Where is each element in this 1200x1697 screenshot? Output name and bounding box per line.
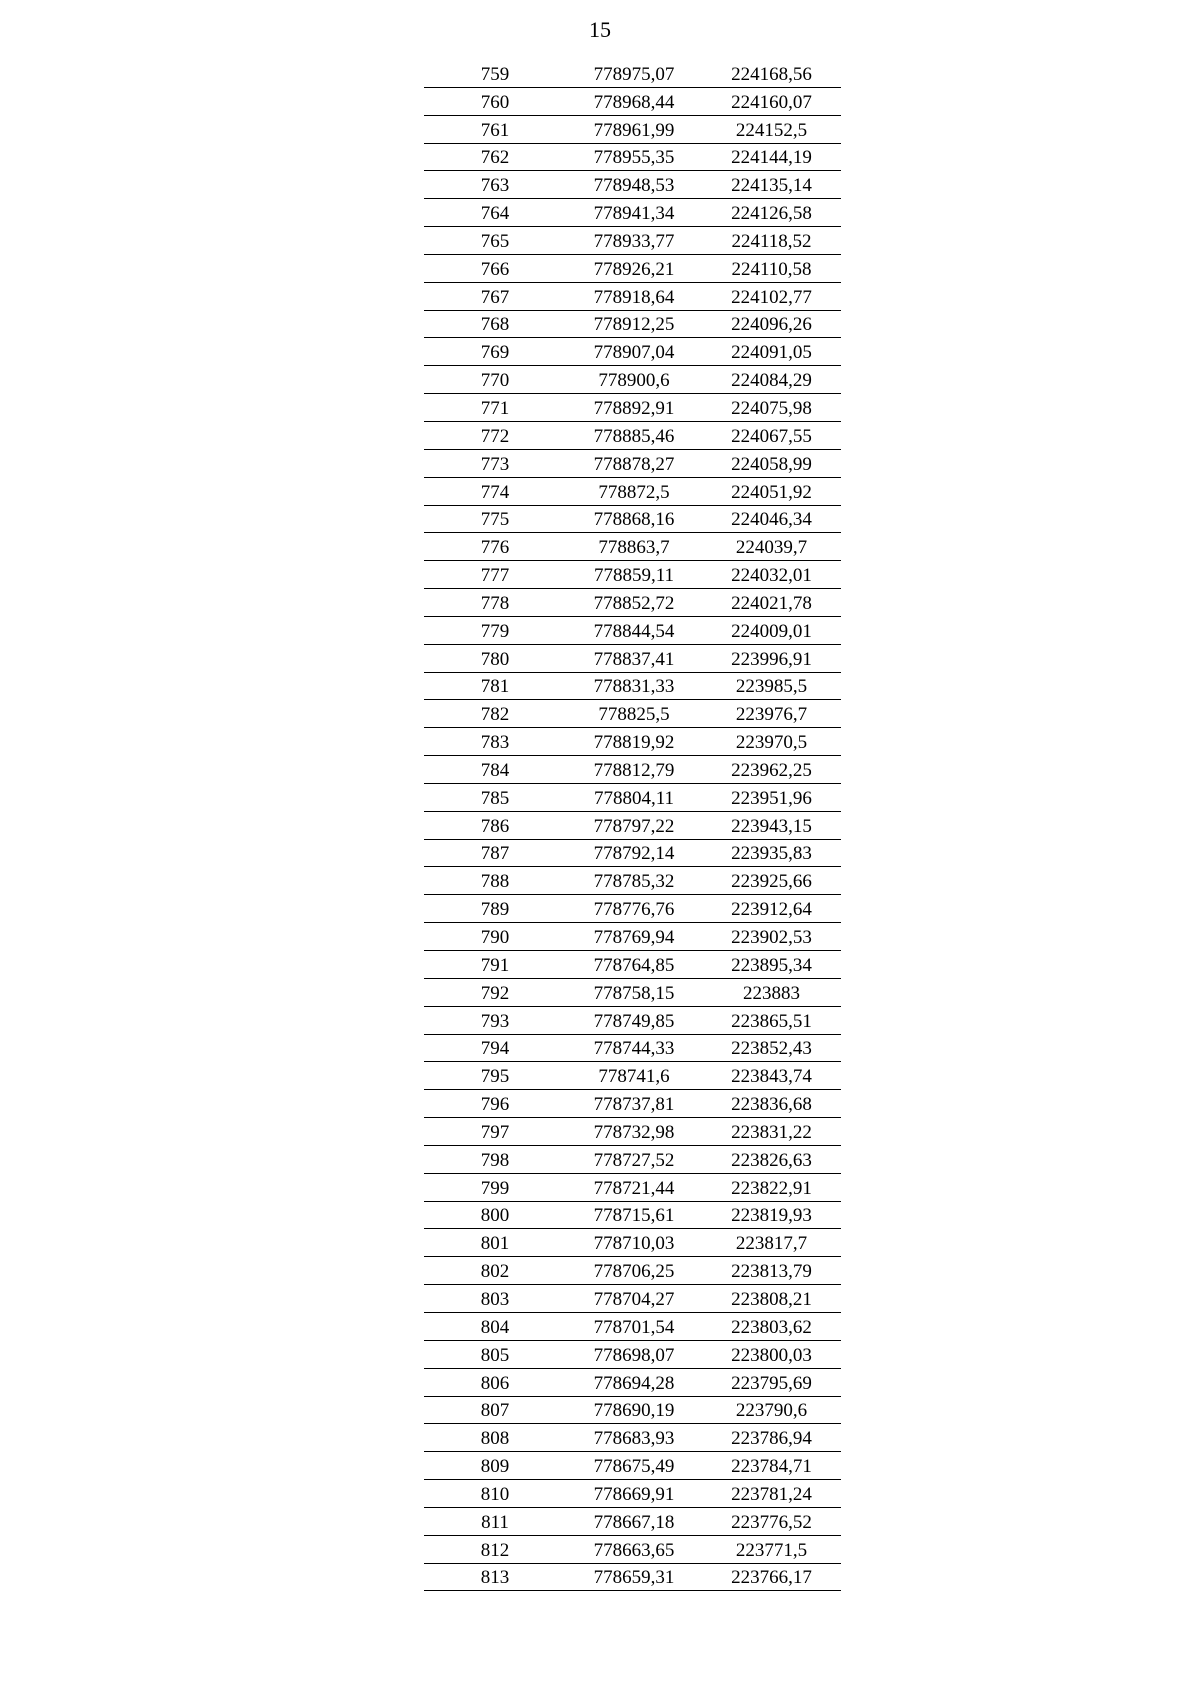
y-coordinate-cell: 224021,78 bbox=[731, 592, 812, 614]
y-coordinate-cell: 223776,52 bbox=[731, 1511, 812, 1533]
y-coordinate-cell: 223902,53 bbox=[731, 927, 812, 948]
x-coordinate-cell: 778844,54 bbox=[593, 620, 675, 642]
y-coordinate-cell: 223925,66 bbox=[731, 871, 812, 893]
x-coordinate-cell: 778900,6 bbox=[598, 370, 670, 392]
y-coordinate-cell: 223852,43 bbox=[731, 1038, 812, 1060]
x-coordinate-cell: 778852,72 bbox=[593, 592, 675, 614]
point-number-cell: 800 bbox=[480, 1205, 510, 1227]
x-coordinate-cell: 778737,81 bbox=[593, 1094, 675, 1116]
table-row bbox=[424, 784, 841, 812]
y-coordinate-cell: 223771,5 bbox=[735, 1539, 808, 1561]
table-row bbox=[424, 728, 841, 756]
table-row bbox=[424, 1564, 841, 1592]
point-number-cell: 780 bbox=[480, 648, 510, 670]
y-coordinate-cell: 224118,52 bbox=[731, 230, 812, 252]
x-coordinate-cell: 778698,07 bbox=[593, 1344, 675, 1366]
point-number-cell: 773 bbox=[480, 453, 510, 475]
x-coordinate-cell: 778749,85 bbox=[593, 1010, 675, 1032]
x-coordinate-cell: 778769,94 bbox=[593, 927, 675, 948]
x-coordinate-cell: 778812,79 bbox=[593, 759, 675, 781]
point-number-cell: 789 bbox=[480, 899, 510, 921]
y-coordinate-cell: 223826,63 bbox=[731, 1149, 812, 1171]
y-coordinate-cell: 223935,83 bbox=[731, 843, 812, 865]
y-coordinate-cell: 223817,7 bbox=[735, 1233, 808, 1255]
y-coordinate-cell: 223912,64 bbox=[731, 899, 812, 921]
table-row bbox=[424, 700, 841, 728]
x-coordinate-cell: 778741,6 bbox=[598, 1066, 670, 1088]
point-number-cell: 802 bbox=[480, 1261, 510, 1283]
table-row bbox=[424, 506, 841, 534]
y-coordinate-cell: 224144,19 bbox=[731, 147, 812, 169]
y-coordinate-cell: 224168,56 bbox=[731, 63, 812, 85]
point-number-cell: 808 bbox=[480, 1428, 510, 1450]
x-coordinate-cell: 778926,21 bbox=[593, 258, 675, 280]
x-coordinate-cell: 778961,99 bbox=[593, 119, 675, 141]
x-coordinate-cell: 778968,44 bbox=[593, 91, 675, 113]
y-coordinate-cell: 223996,91 bbox=[731, 648, 812, 670]
y-coordinate-cell: 223831,22 bbox=[731, 1121, 812, 1143]
point-number-cell: 790 bbox=[480, 927, 510, 948]
table-row bbox=[424, 533, 841, 561]
table-row bbox=[424, 923, 841, 951]
point-number-cell: 764 bbox=[480, 203, 510, 225]
y-coordinate-cell: 224084,29 bbox=[731, 370, 812, 392]
table-row bbox=[424, 1257, 841, 1285]
point-number-cell: 766 bbox=[480, 258, 510, 280]
y-coordinate-cell: 224058,99 bbox=[731, 453, 812, 475]
y-coordinate-cell: 223786,94 bbox=[731, 1428, 812, 1450]
y-coordinate-cell: 223895,34 bbox=[731, 954, 812, 976]
y-coordinate-cell: 223808,21 bbox=[731, 1288, 812, 1310]
x-coordinate-cell: 778892,91 bbox=[593, 397, 675, 419]
point-number-cell: 761 bbox=[480, 119, 510, 141]
table-row bbox=[424, 227, 841, 255]
table-row bbox=[424, 1341, 841, 1369]
table-row bbox=[424, 1536, 841, 1564]
y-coordinate-cell: 223813,79 bbox=[731, 1261, 812, 1283]
table-row bbox=[424, 478, 841, 506]
point-number-cell: 799 bbox=[480, 1177, 510, 1199]
x-coordinate-cell: 778701,54 bbox=[593, 1316, 675, 1338]
point-number-cell: 769 bbox=[480, 342, 510, 364]
point-number-cell: 783 bbox=[480, 732, 510, 754]
x-coordinate-cell: 778859,11 bbox=[593, 565, 675, 587]
point-number-cell: 788 bbox=[480, 871, 510, 893]
x-coordinate-cell: 778885,46 bbox=[593, 425, 675, 447]
table-row bbox=[424, 1035, 841, 1063]
y-coordinate-cell: 224160,07 bbox=[731, 91, 812, 113]
point-number-cell: 785 bbox=[480, 787, 510, 809]
table-row bbox=[424, 895, 841, 923]
x-coordinate-cell: 778785,32 bbox=[593, 871, 675, 893]
x-coordinate-cell: 778694,28 bbox=[593, 1372, 675, 1394]
point-number-cell: 812 bbox=[480, 1539, 510, 1561]
x-coordinate-cell: 778758,15 bbox=[593, 982, 675, 1004]
y-coordinate-cell: 223865,51 bbox=[731, 1010, 812, 1032]
table-row bbox=[424, 756, 841, 784]
x-coordinate-cell: 778764,85 bbox=[593, 954, 675, 976]
point-number-cell: 770 bbox=[480, 370, 510, 392]
x-coordinate-cell: 778955,35 bbox=[593, 147, 675, 169]
point-number-cell: 809 bbox=[480, 1456, 510, 1478]
x-coordinate-cell: 778863,7 bbox=[598, 537, 670, 559]
point-number-cell: 777 bbox=[480, 565, 510, 587]
x-coordinate-cell: 778912,25 bbox=[593, 314, 675, 336]
table-row bbox=[424, 338, 841, 366]
table-row bbox=[424, 255, 841, 283]
point-number-cell: 775 bbox=[480, 509, 510, 531]
y-coordinate-cell: 224152,5 bbox=[735, 119, 808, 141]
table-row bbox=[424, 171, 841, 199]
y-coordinate-cell: 223803,62 bbox=[731, 1316, 812, 1338]
x-coordinate-cell: 778975,07 bbox=[593, 63, 675, 85]
point-number-cell: 759 bbox=[480, 63, 510, 85]
y-coordinate-cell: 224009,01 bbox=[731, 620, 812, 642]
table-row bbox=[424, 673, 841, 701]
table-row bbox=[424, 422, 841, 450]
x-coordinate-cell: 778868,16 bbox=[593, 509, 675, 531]
x-coordinate-cell: 778872,5 bbox=[598, 481, 670, 503]
x-coordinate-cell: 778715,61 bbox=[593, 1205, 675, 1227]
table-row bbox=[424, 1285, 841, 1313]
point-number-cell: 807 bbox=[480, 1400, 510, 1422]
x-coordinate-cell: 778690,19 bbox=[593, 1400, 675, 1422]
y-coordinate-cell: 224091,05 bbox=[731, 342, 812, 364]
point-number-cell: 778 bbox=[480, 592, 510, 614]
table-row bbox=[424, 645, 841, 673]
point-number-cell: 772 bbox=[480, 425, 510, 447]
x-coordinate-cell: 778706,25 bbox=[593, 1261, 675, 1283]
y-coordinate-cell: 223976,7 bbox=[735, 704, 808, 726]
point-number-cell: 763 bbox=[480, 175, 510, 197]
x-coordinate-cell: 778683,93 bbox=[593, 1428, 675, 1450]
y-coordinate-cell: 223970,5 bbox=[735, 732, 808, 754]
point-number-cell: 762 bbox=[480, 147, 510, 169]
point-number-cell: 767 bbox=[480, 286, 510, 308]
table-row bbox=[424, 1118, 841, 1146]
table-row bbox=[424, 1007, 841, 1035]
y-coordinate-cell: 223819,93 bbox=[731, 1205, 812, 1227]
table-row bbox=[424, 1397, 841, 1425]
x-coordinate-cell: 778675,49 bbox=[593, 1456, 675, 1478]
point-number-cell: 771 bbox=[480, 397, 510, 419]
table-row bbox=[424, 561, 841, 589]
x-coordinate-cell: 778727,52 bbox=[593, 1149, 675, 1171]
table-row bbox=[424, 394, 841, 422]
y-coordinate-cell: 224102,77 bbox=[731, 286, 812, 308]
point-number-cell: 768 bbox=[480, 314, 510, 336]
point-number-cell: 776 bbox=[480, 537, 510, 559]
table-row bbox=[424, 867, 841, 895]
table-row bbox=[424, 1229, 841, 1257]
table-row bbox=[424, 589, 841, 617]
x-coordinate-cell: 778831,33 bbox=[593, 676, 675, 698]
y-coordinate-cell: 223781,24 bbox=[731, 1483, 812, 1505]
table-row bbox=[424, 1062, 841, 1090]
table-row bbox=[424, 1424, 841, 1452]
x-coordinate-cell: 778776,76 bbox=[593, 899, 675, 921]
x-coordinate-cell: 778907,04 bbox=[593, 342, 675, 364]
table-row bbox=[424, 144, 841, 172]
table-row bbox=[424, 979, 841, 1007]
table-row bbox=[424, 450, 841, 478]
coordinates-table bbox=[424, 60, 841, 1591]
page-number: 15 bbox=[589, 17, 611, 42]
x-coordinate-cell: 778704,27 bbox=[593, 1288, 675, 1310]
point-number-cell: 791 bbox=[480, 954, 510, 976]
point-number-cell: 803 bbox=[480, 1288, 510, 1310]
x-coordinate-cell: 778819,92 bbox=[593, 732, 675, 754]
point-number-cell: 760 bbox=[480, 91, 510, 113]
table-row bbox=[424, 1508, 841, 1536]
x-coordinate-cell: 778941,34 bbox=[593, 203, 675, 225]
point-number-cell: 774 bbox=[480, 481, 510, 503]
point-number-cell: 810 bbox=[480, 1483, 510, 1505]
y-coordinate-cell: 223766,17 bbox=[731, 1567, 812, 1589]
x-coordinate-cell: 778797,22 bbox=[593, 815, 675, 837]
x-coordinate-cell: 778878,27 bbox=[593, 453, 675, 475]
point-number-cell: 806 bbox=[480, 1372, 510, 1394]
table-row bbox=[424, 1480, 841, 1508]
point-number-cell: 786 bbox=[480, 815, 510, 837]
x-coordinate-cell: 778804,11 bbox=[593, 787, 675, 809]
point-number-cell: 782 bbox=[480, 704, 510, 726]
table-row bbox=[424, 1313, 841, 1341]
x-coordinate-cell: 778659,31 bbox=[593, 1567, 675, 1589]
y-coordinate-cell: 224075,98 bbox=[731, 397, 812, 419]
point-number-cell: 801 bbox=[480, 1233, 510, 1255]
table-row bbox=[424, 1202, 841, 1230]
y-coordinate-cell: 223962,25 bbox=[731, 759, 812, 781]
y-coordinate-cell: 223800,03 bbox=[731, 1344, 812, 1366]
point-number-cell: 797 bbox=[480, 1121, 510, 1143]
point-number-cell: 781 bbox=[480, 676, 510, 698]
table-row bbox=[424, 1146, 841, 1174]
point-number-cell: 795 bbox=[480, 1066, 510, 1088]
table-row bbox=[424, 1369, 841, 1397]
point-number-cell: 804 bbox=[480, 1316, 510, 1338]
y-coordinate-cell: 223836,68 bbox=[731, 1094, 812, 1116]
table-row bbox=[424, 951, 841, 979]
y-coordinate-cell: 223784,71 bbox=[731, 1456, 812, 1478]
table-row bbox=[424, 1090, 841, 1118]
x-coordinate-cell: 778918,64 bbox=[593, 286, 675, 308]
x-coordinate-cell: 778948,53 bbox=[593, 175, 675, 197]
x-coordinate-cell: 778792,14 bbox=[593, 843, 675, 865]
table-row bbox=[424, 116, 841, 144]
y-coordinate-cell: 224051,92 bbox=[731, 481, 812, 503]
point-number-cell: 784 bbox=[480, 759, 510, 781]
x-coordinate-cell: 778669,91 bbox=[593, 1483, 675, 1505]
y-coordinate-cell: 224110,58 bbox=[731, 258, 812, 280]
y-coordinate-cell: 223843,74 bbox=[731, 1066, 812, 1088]
point-number-cell: 792 bbox=[480, 982, 510, 1004]
x-coordinate-cell: 778744,33 bbox=[593, 1038, 675, 1060]
y-coordinate-cell: 224032,01 bbox=[731, 565, 812, 587]
table-row bbox=[424, 1174, 841, 1202]
table-row bbox=[424, 1452, 841, 1480]
y-coordinate-cell: 224135,14 bbox=[731, 175, 812, 197]
table-row bbox=[424, 60, 841, 88]
table-row bbox=[424, 366, 841, 394]
table-row bbox=[424, 617, 841, 645]
point-number-cell: 811 bbox=[481, 1511, 509, 1533]
point-number-cell: 798 bbox=[480, 1149, 510, 1171]
x-coordinate-cell: 778933,77 bbox=[593, 230, 675, 252]
table-row bbox=[424, 311, 841, 339]
point-number-cell: 805 bbox=[480, 1344, 510, 1366]
x-coordinate-cell: 778732,98 bbox=[593, 1121, 675, 1143]
x-coordinate-cell: 778663,65 bbox=[593, 1539, 675, 1561]
y-coordinate-cell: 224126,58 bbox=[731, 203, 812, 225]
y-coordinate-cell: 223943,15 bbox=[731, 815, 812, 837]
point-number-cell: 787 bbox=[480, 843, 510, 865]
table-row bbox=[424, 812, 841, 840]
x-coordinate-cell: 778667,18 bbox=[593, 1511, 675, 1533]
y-coordinate-cell: 223822,91 bbox=[731, 1177, 812, 1199]
x-coordinate-cell: 778837,41 bbox=[593, 648, 675, 670]
point-number-cell: 779 bbox=[480, 620, 510, 642]
table-row bbox=[424, 199, 841, 227]
point-number-cell: 765 bbox=[480, 230, 510, 252]
point-number-cell: 796 bbox=[480, 1094, 510, 1116]
y-coordinate-cell: 223883 bbox=[743, 982, 800, 1004]
table-row bbox=[424, 283, 841, 311]
y-coordinate-cell: 224067,55 bbox=[731, 425, 812, 447]
x-coordinate-cell: 778825,5 bbox=[598, 704, 670, 726]
point-number-cell: 813 bbox=[480, 1567, 510, 1589]
table-row bbox=[424, 88, 841, 116]
point-number-cell: 793 bbox=[480, 1010, 510, 1032]
table-row bbox=[424, 840, 841, 868]
y-coordinate-cell: 223795,69 bbox=[731, 1372, 812, 1394]
y-coordinate-cell: 223951,96 bbox=[731, 787, 812, 809]
y-coordinate-cell: 224039,7 bbox=[735, 537, 808, 559]
y-coordinate-cell: 224096,26 bbox=[731, 314, 812, 336]
y-coordinate-cell: 223985,5 bbox=[735, 676, 808, 698]
y-coordinate-cell: 223790,6 bbox=[735, 1400, 808, 1422]
x-coordinate-cell: 778721,44 bbox=[593, 1177, 675, 1199]
y-coordinate-cell: 224046,34 bbox=[731, 509, 812, 531]
x-coordinate-cell: 778710,03 bbox=[593, 1233, 675, 1255]
point-number-cell: 794 bbox=[480, 1038, 510, 1060]
